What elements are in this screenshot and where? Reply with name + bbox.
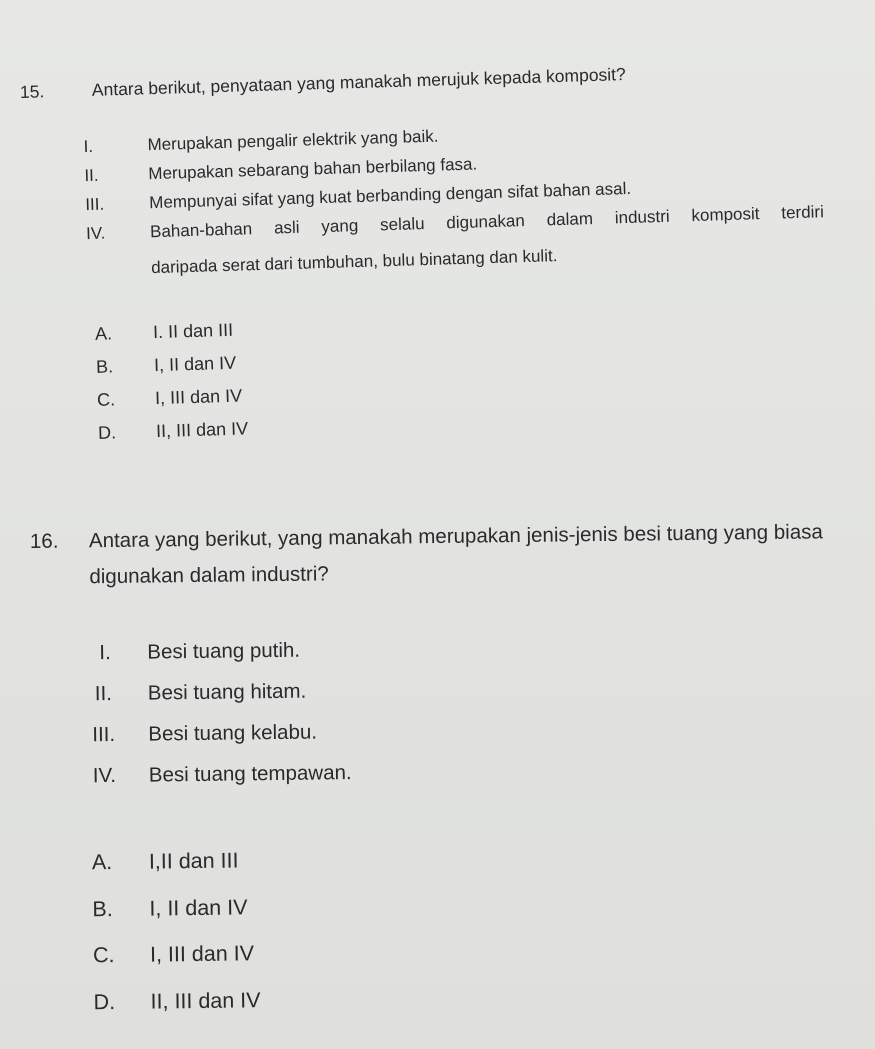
statement-numeral: II.: [84, 165, 99, 186]
option-b-text: I, II dan IV: [149, 895, 248, 921]
statement-text: Besi tuang putih.: [147, 638, 301, 664]
option-c-letter: C.: [96, 389, 116, 410]
option-c-text: I, III dan IV: [154, 385, 243, 409]
option-d-text: II, III dan IV: [155, 418, 249, 442]
option-a-text: I. II dan III: [152, 319, 234, 343]
option-b-letter: B.: [95, 356, 114, 377]
statement-text: Besi tuang hitam.: [147, 679, 307, 705]
option-d-letter: D.: [93, 989, 116, 1015]
option-b-letter: B.: [92, 897, 113, 922]
option-a-text: I,II dan III: [148, 848, 239, 874]
statement-text: Besi tuang kelabu.: [148, 720, 318, 746]
statement-numeral: IV.: [92, 763, 117, 788]
statement-text: Mempunyai sifat yang kuat berbanding dengan sifat bahan asal.: [148, 178, 632, 213]
option-d-text: II, III dan IV: [150, 988, 261, 1014]
question-15: [0, 0, 872, 443]
statement-numeral: I.: [83, 136, 94, 157]
option-a-letter: A.: [91, 850, 113, 875]
statement-numeral: II.: [94, 682, 113, 706]
statement-numeral: III.: [92, 722, 116, 747]
option-d-letter: D.: [97, 422, 117, 443]
statement-numeral: I.: [99, 641, 111, 665]
option-b-text: I, II dan IV: [153, 352, 237, 376]
statement-numeral: IV.: [85, 223, 106, 244]
statement-text: Besi tuang tempawan.: [148, 761, 352, 787]
statement-text: Merupakan pengalir elektrik yang baik.: [147, 126, 439, 155]
option-c-letter: C.: [92, 942, 115, 968]
statement-text: Bahan-bahan asli yang selalu digunakan dalam industri komposit terdiri: [149, 202, 825, 242]
option-a-letter: A.: [94, 323, 113, 344]
question-number: 15.: [19, 81, 45, 102]
question-stem: Antara berikut, penyataan yang manakah merujuk kepada komposit?: [91, 64, 627, 100]
question-stem-continued: digunakan dalam industri?: [89, 562, 329, 589]
statement-text: Merupakan sebarang bahan berbilang fasa.: [148, 154, 478, 184]
question-stem: Antara yang berikut, yang manakah merupakan jenis-jenis besi tuang yang biasa: [88, 520, 823, 553]
statement-numeral: III.: [84, 194, 105, 215]
question-number: 16.: [29, 529, 59, 553]
statement-text-continued: daripada serat dari tumbuhan, bulu binatang dan kulit.: [150, 246, 558, 278]
option-c-text: I, III dan IV: [149, 941, 255, 967]
